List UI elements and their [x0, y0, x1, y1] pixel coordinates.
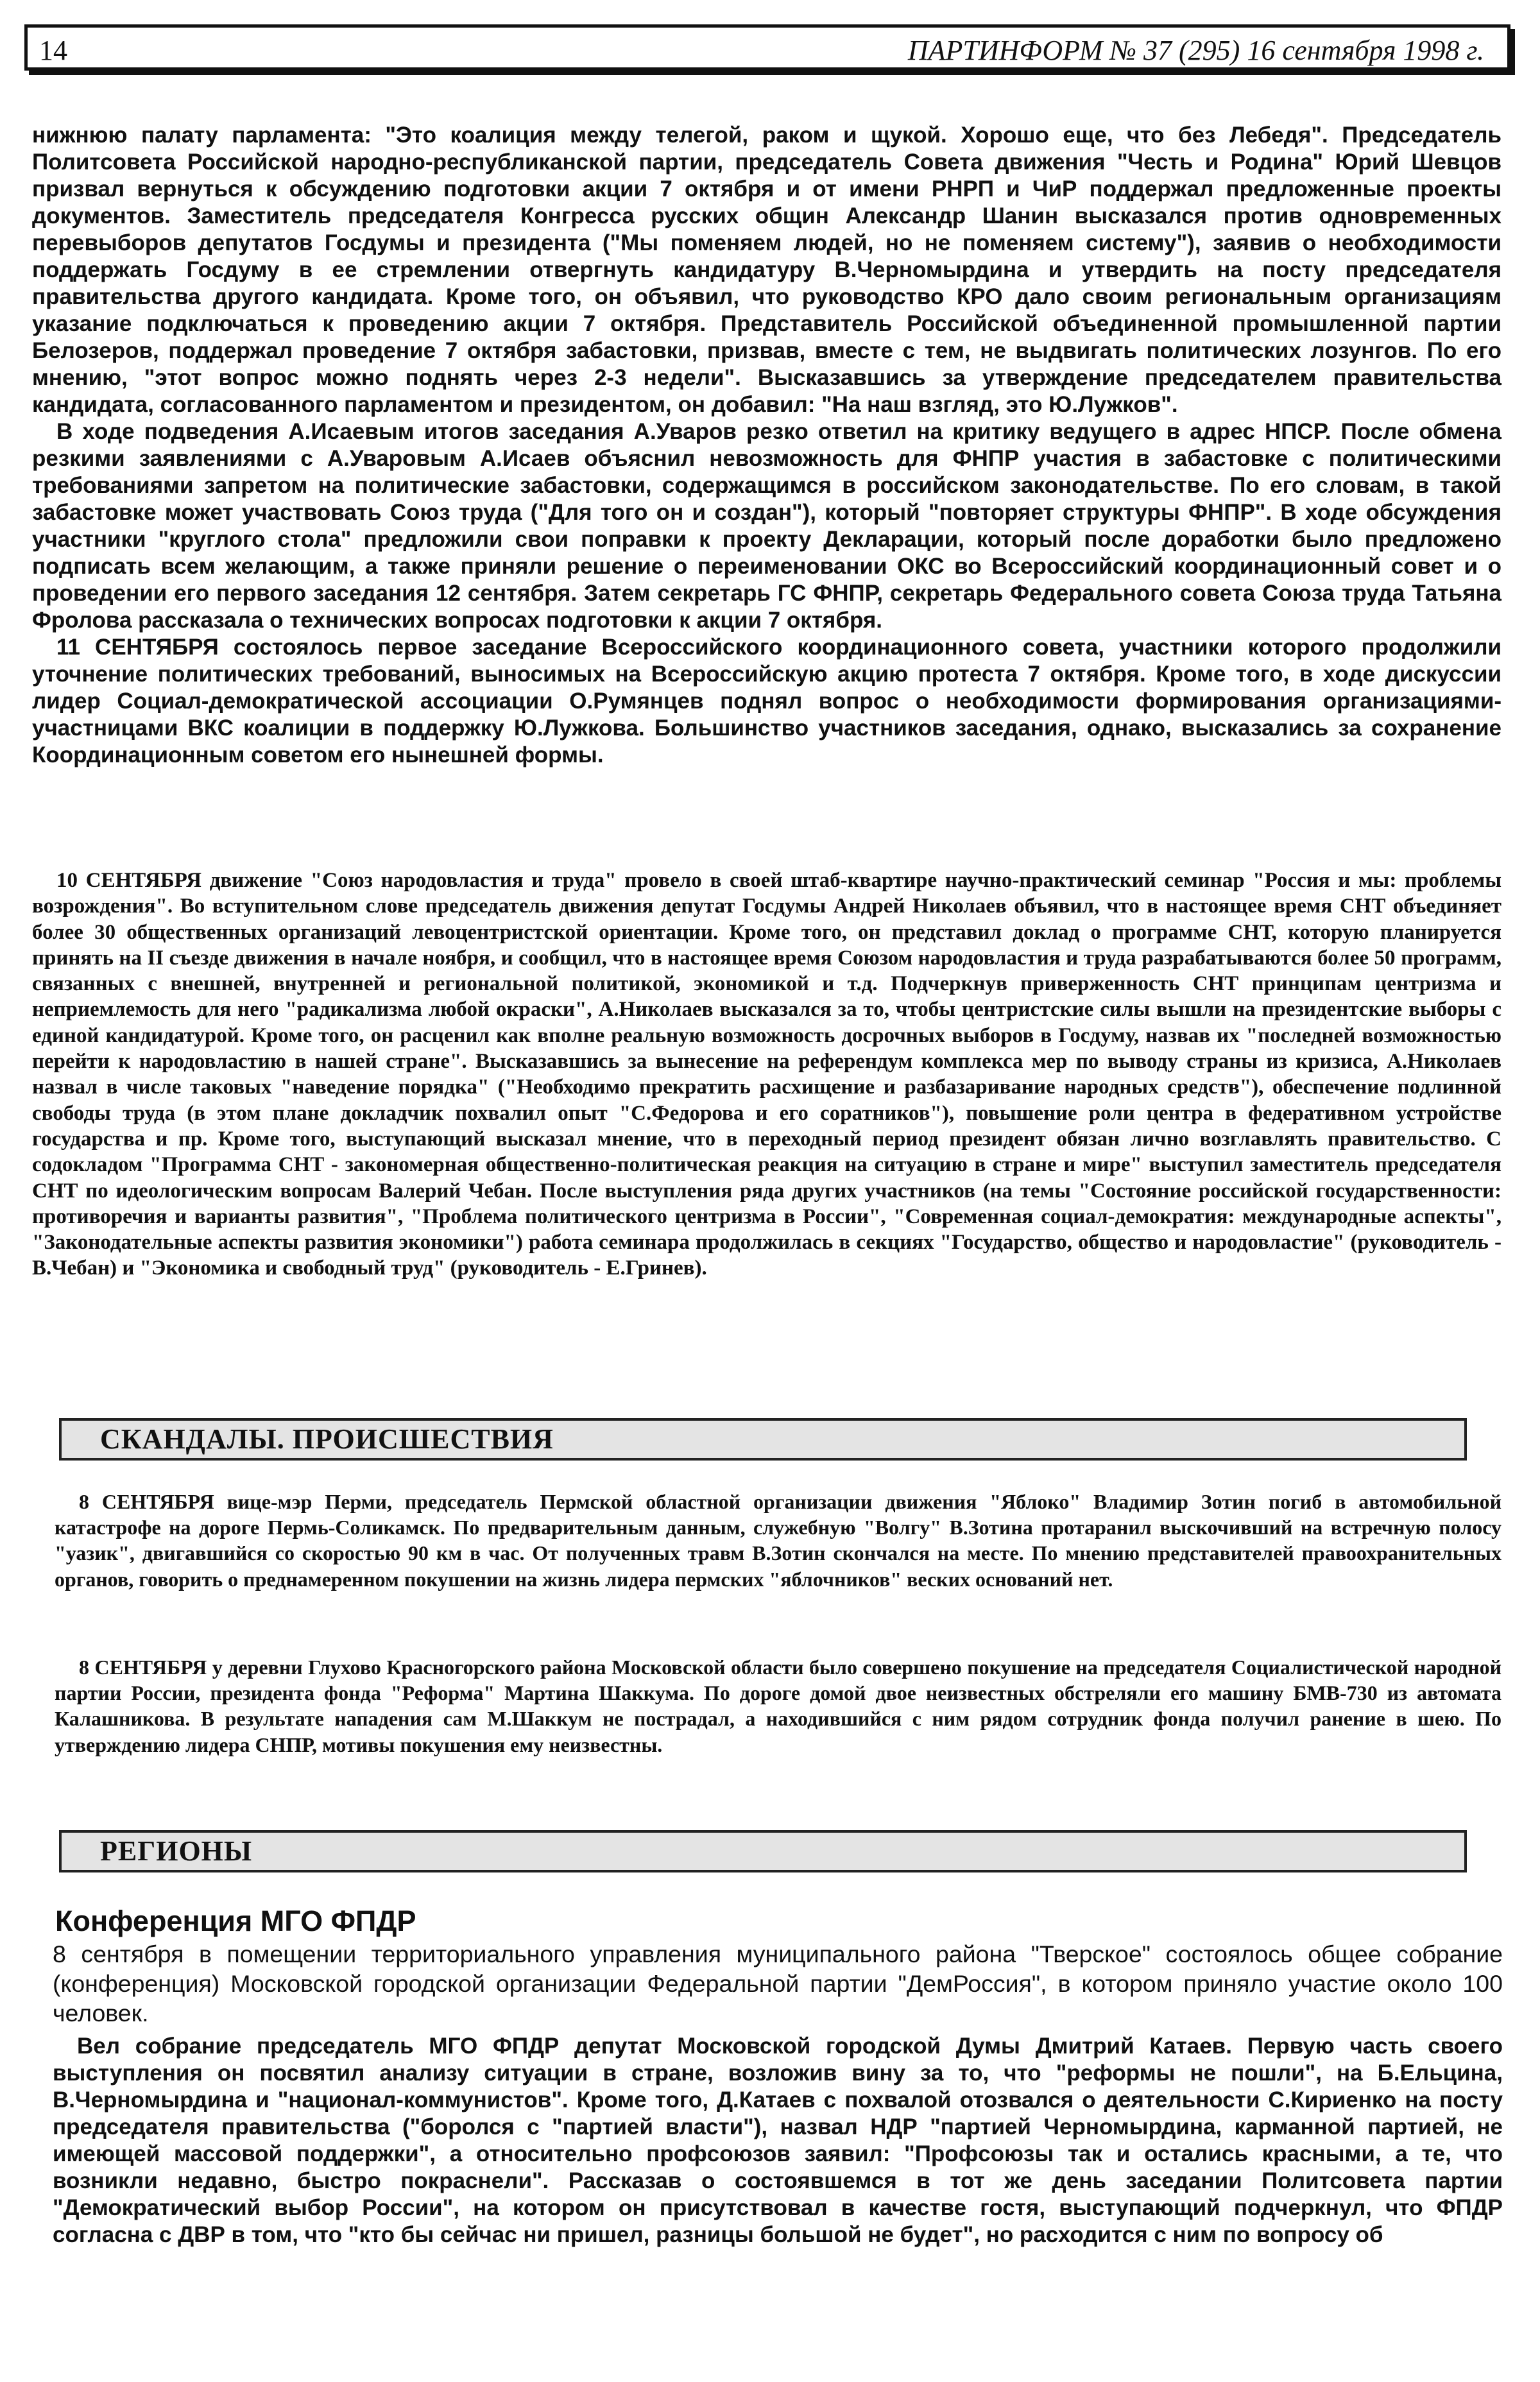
page-number: 14 [39, 35, 67, 66]
paragraph: 11 СЕНТЯБРЯ состоялось первое заседание Всероссийского координационного совета, участники которого продолжили уточнение политических требований, выносимых на Всероссийскую акцию протеста 7 октября. Кроме того, в ходе дискуссии лидер Социал-демократической ассоциации О.Румянцев поднял вопрос о необходимости формирования организациями-участницами ВКС коалиции в поддержку Ю.Лужкова. Большинство участников заседания, однако, высказались за сохранение Координационным советом его нынешней формы. [32, 635, 1502, 767]
paragraph: 10 СЕНТЯБРЯ движение "Союз народовластия и труда" провело в своей штаб-квартире научно-практический семинар "Россия и мы: проблемы возрождения". Во вступительном слове председатель движения депутат Госдумы Андрей Николаев объявил, что в настоящее время СНТ объединяет более 30 общественных организаций левоцентристской ориентации. Кроме того, он представил доклад о программе СНТ, которую планируется принять на II съезде движения в начале ноября, и сообщил, что в настоящее время Союзом народовластия и труда разрабатываются более 50 программ, связанных с внешней, внутренней и региональной политикой, экономикой и т.д. Подчеркнув приверженность СНТ принципам центризма и неприемлемость для него "радикализма любой окраски", А.Николаев высказался за то, чтобы центристские силы вышли на президентские выборы с единой кандидатурой. Кроме того, он расценил как вполне реальную возможность досрочных выборов в Госдуму, назвав их "последней возможностью перейти к народовластию в нашей стране". Высказавшись за вынесение на референдум комплекса мер по выводу страны из кризиса, А.Николаев назвал в числе таковых "наведение порядка" ("Необходимо прекратить расхищение и разбазаривание народных средств"), обеспечение подлинной свободы труда (в этом плане докладчик похвалил опыт "С.Федорова и его соратников"), повышение роли центра в федеративном устройстве государства и пр. Кроме того, выступающий высказал мнение, что в переходный период президент обязан лично возглавлять правительство. С содокладом "Программа СНТ - закономерная общественно-политическая реакция на ситуацию в стране и мире" выступил заместитель председателя СНТ по идеологическим вопросам Валерий Чебан. После выступления ряда других участников (на темы "Состояние российской государственности: противоречия и варианты развития", "Проблема политического центризма в России", "Современная социал-демократия: международные аспекты", "Законодательные аспекты развития экономики") работа семинара продолжилась в секциях "Государство, общество и народовластие" (руководитель - В.Чебан) и "Экономика и свободный труд" (руководитель - Е.Гринев). [32, 869, 1502, 1280]
paragraph: Вел собрание председатель МГО ФПДР депутат Московской городской Думы Дмитрий Катаев. Первую часть своего выступления он посвятил анализу ситуации в стране, возложив вину за то, что "реформы не пошли", на Б.Ельцина, В.Черномырдина и "национал-коммунистов". Кроме того, Д.Катаев с похвалой отозвался о деятельности С.Кириенко на посту председателя правительства ("боролся с "партией власти"), назвал НДР "партией Черномырдина, карманной партией, не имеющей массовой поддержки", а относительно профсоюзов заявил: "Профсоюзы так и остались красными, а те, что возникли недавно, быстро покраснели". Рассказав о состоявшемся в тот же день заседании Политсовета партии "Демократический выбор России", на котором он присутствовал в качестве гостя, выступающий подчеркнул, что ФПДР согласна с ДВР в том, что "кто бы сейчас ни пришел, разницы большой не будет", но расходится с ним по вопросу об [53, 2034, 1503, 2247]
regions-body [53, 2033, 1503, 2249]
news-item [55, 1654, 1502, 1758]
paragraph: В ходе подведения А.Исаевым итогов заседания А.Уваров резко ответил на критику ведущего в адрес НПСР. После обмена резкими заявлениями с А.Уваровым А.Исаев объяснил невозможность для ФНПР участия в забастовке с политическими требованиями запретом на политические забастовки, содержащимся в российском законодательстве. По его словам, в такой забастовке может участвовать Союз труда ("Для того он и создан"), который "повторяет структуры ФНПР". В ходе обсуждения участники "круглого стола" предложили свои поправки к проекту Декларации, который после доработки было предложено подписать всем желающим, а также приняли решение о переименовании ОКС во Всероссийский координационный совет и о проведении его первого заседания 12 сентября. Затем секретарь ГС ФНПР, секретарь Федерального совета Союза труда Татьяна Фролова рассказала о технических вопросах подготовки к акции 7 октября. [32, 419, 1502, 633]
news-item [55, 1489, 1502, 1592]
page-header [24, 24, 1510, 71]
paragraph: 8 сентября в помещении территориального управления муниципального района "Тверское" состоялось общее собрание (конференция) Московской городской организации Федеральной партии "ДемРоссия", в котором приняло участие около 100 человек. [53, 1941, 1503, 2026]
paragraph: нижнюю палату парламента: "Это коалиция между телегой, раком и щукой. Хорошо еще, что без Лебедя". Председатель Политсовета Российской народно-республиканской партии, председатель Совета движения "Честь и Родина" Юрий Шевцов призвал вернуться к обсуждению подготовки акции 7 октября и от имени РНРП и ЧиР поддержал предложенные проекты документов. Заместитель председателя Конгресса русских общин Александр Шанин высказался против одновременных перевыборов депутатов Госдумы и президента ("Мы поменяем людей, но не поменяем систему"), заявив о необходимости поддержать Госдуму в ее стремлении отвергнуть кандидатуру В.Черномырдина и утвердить на посту председателя правительства другого кандидата. Кроме того, он объявил, что руководство КРО дало своим региональным организациям указание подключаться к проведению акции 7 октября. Представитель Российской объединенной промышленной партии Белозеров, поддержал проведение 7 октября забастовки, призвав, вместе с тем, не выдвигать политических лозунгов. По его мнению, "этот вопрос можно поднять через 2-3 недели". Высказавшись за утверждение председателем правительства кандидата, согласованного парламентом и президентом, он добавил: "На наш взгляд, это Ю.Лужков". [32, 123, 1502, 417]
regions-intro [53, 1939, 1503, 2028]
rubric-regions: РЕГИОНЫ [59, 1830, 1467, 1872]
article-continuation [32, 122, 1502, 769]
rubric-scandals: СКАНДАЛЫ. ПРОИСШЕСТВИЯ [59, 1418, 1467, 1461]
paragraph: 8 СЕНТЯБРЯ вице-мэр Перми, председатель Пермской областной организации движения "Яблоко" Владимир Зотин погиб в автомобильной катастрофе на дороге Пермь-Соликамск. По предварительным данным, служебную "Волгу" В.Зотина протаранил выскочивший на встречную полосу "уазик", двигавшийся со скоростью 90 км в час. От полученных травм В.Зотин скончался на месте. По мнению представителей правоохранительных органов, говорить о преднамеренном покушении на жизнь лидера пермских "яблочников" веских оснований нет. [55, 1490, 1502, 1591]
publication-title: ПАРТИНФОРМ № 37 (295) 16 сентября 1998 г. [907, 35, 1484, 66]
snt-seminar-article [32, 868, 1502, 1281]
paragraph: 8 СЕНТЯБРЯ у деревни Глухово Красногорского района Московской области было совершено покушение на председателя Социалистической народной партии России, президента фонда "Реформа" Мартина Шаккума. По дороге домой двое неизвестных обстреляли его машину БМВ-730 из автомата Калашникова. В результате нападения сам М.Шаккум не пострадал, а находившийся с ним рядом сотрудник фонда получил ранение в шею. По утверждению лидера СНПР, мотивы покушения ему неизвестны. [55, 1656, 1502, 1756]
regions-article-title: Конференция МГО ФПДР [55, 1905, 416, 1937]
